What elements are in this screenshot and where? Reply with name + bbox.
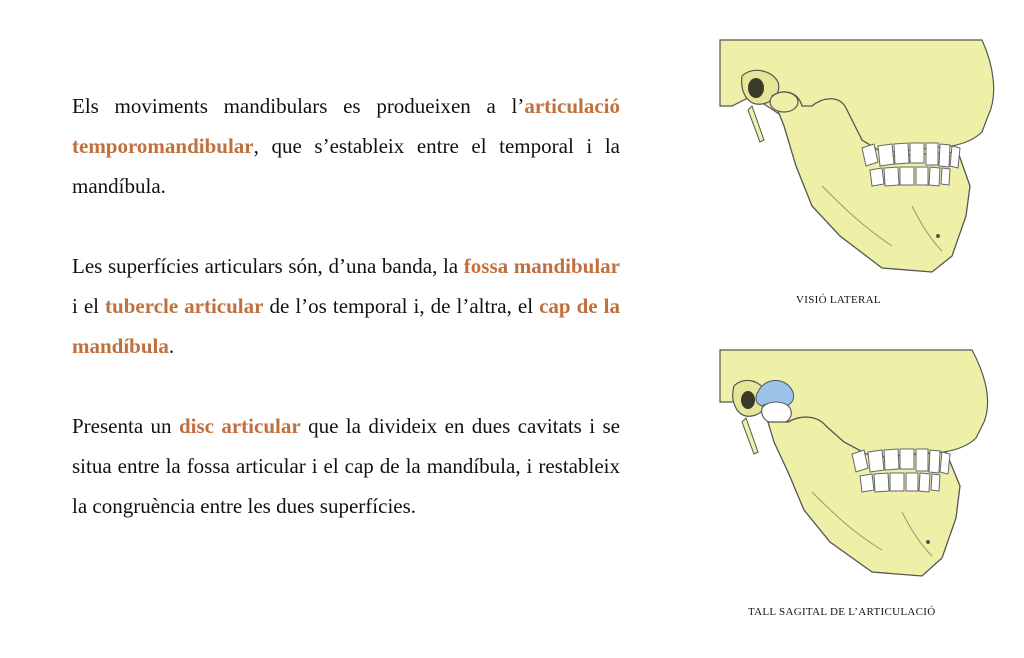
lateral-jaw-illustration [712,36,1012,276]
paragraph-3 [72,406,620,526]
text-segment: Presenta un [72,414,179,438]
text-segment: , que s’estableix entre el temporal i la mandíbula. [72,134,620,198]
term-cap-de-la-mandibula: cap de la mandíbula [72,294,620,358]
text-segment: . [168,334,175,358]
term-tubercle-articular: tubercle articular [105,294,264,318]
body-text [72,86,620,566]
term-articulacio-temporomandibular: articulació temporomandibular [72,94,620,158]
term-disc-articular: disc articular [178,414,301,438]
lateral-view-figure [712,36,1012,276]
sagittal-section-figure [712,346,1012,586]
paragraph-1 [72,86,620,206]
paragraph-2 [72,246,620,366]
term-fossa-mandibular: fossa mandibular [463,254,620,278]
sagittal-section-caption: TALL SAGITAL DE L’ARTICULACIÓ [748,606,936,618]
text-segment: que la divideix en dues cavitats i se situa entre la fossa articular i el cap de la mandíbula, i restableix la congruència entre les dues superfícies. [72,414,620,518]
sagittal-jaw-illustration [712,346,1012,586]
text-segment: de l’os temporal i, de l’altra, el [263,294,540,318]
text-segment: Les superfícies articulars són, d’una banda, la [72,254,464,278]
text-segment: Els moviments mandibulars es produeixen a l’ [72,94,525,118]
text-segment: i el [72,294,106,318]
lateral-view-caption: VISIÓ LATERAL [796,294,881,306]
